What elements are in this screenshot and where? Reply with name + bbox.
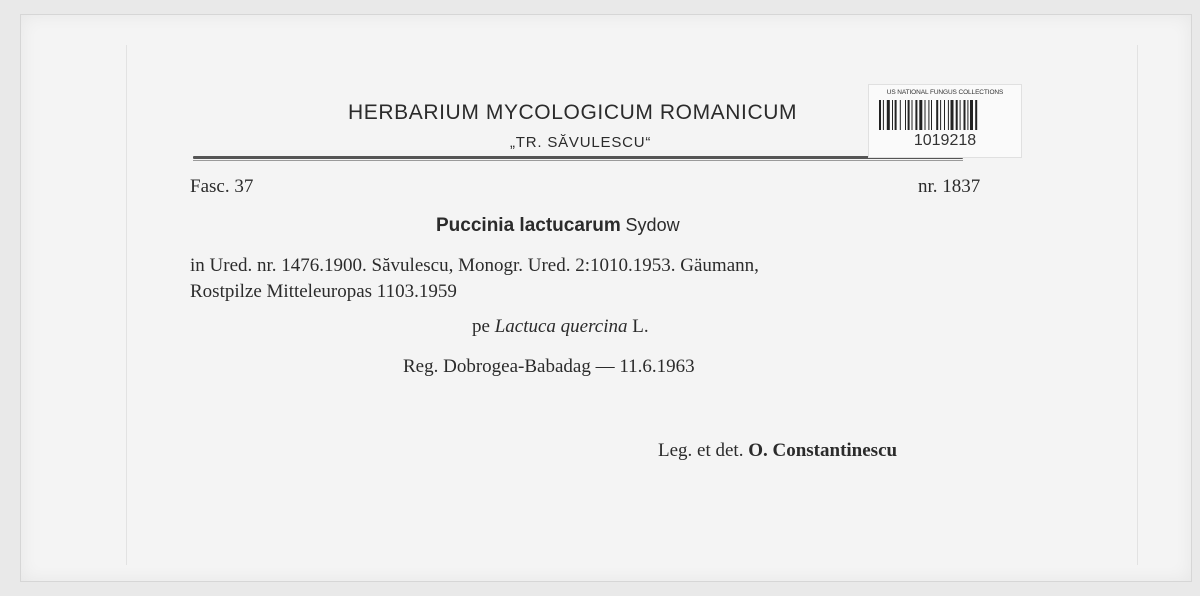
host-line <box>472 316 649 338</box>
reference-line-2: Rostpilze Mitteleuropas 1103.1959 <box>190 281 457 302</box>
barcode-icon <box>879 100 1011 130</box>
reference-line-1: in Ured. nr. 1476.1900. Săvulescu, Monogr. Ured. 2:1010.1953. Gäumann, <box>190 255 759 276</box>
host-prefix: pe <box>472 316 490 337</box>
herbarium-title: HERBARIUM MYCOLOGICUM ROMANICUM <box>348 101 798 124</box>
barcode-number: 1019218 <box>913 132 977 149</box>
specimen-number: nr. 1837 <box>918 176 981 197</box>
barcode-label <box>868 84 1022 158</box>
host-name: Lactuca quercina <box>494 316 628 337</box>
fascicle-number: Fasc. 37 <box>190 176 254 197</box>
species-author: Sydow <box>625 215 680 235</box>
host-author: L. <box>632 316 649 337</box>
herbarium-subtitle: „TR. SĂVULESCU“ <box>510 134 652 151</box>
header-rule-thin <box>193 160 963 161</box>
locality-date: Reg. Dobrogea-Babadag — 11.6.1963 <box>403 356 695 377</box>
collector-prefix: Leg. et det. <box>658 440 744 461</box>
species-name: Puccinia lactucarum <box>436 215 621 236</box>
header-rule <box>193 156 963 159</box>
collector-line <box>658 440 897 462</box>
collector-name: O. Constantinescu <box>748 440 898 461</box>
species-line <box>436 215 680 237</box>
barcode-institution: US NATIONAL FUNGUS COLLECTIONS <box>886 89 1004 96</box>
